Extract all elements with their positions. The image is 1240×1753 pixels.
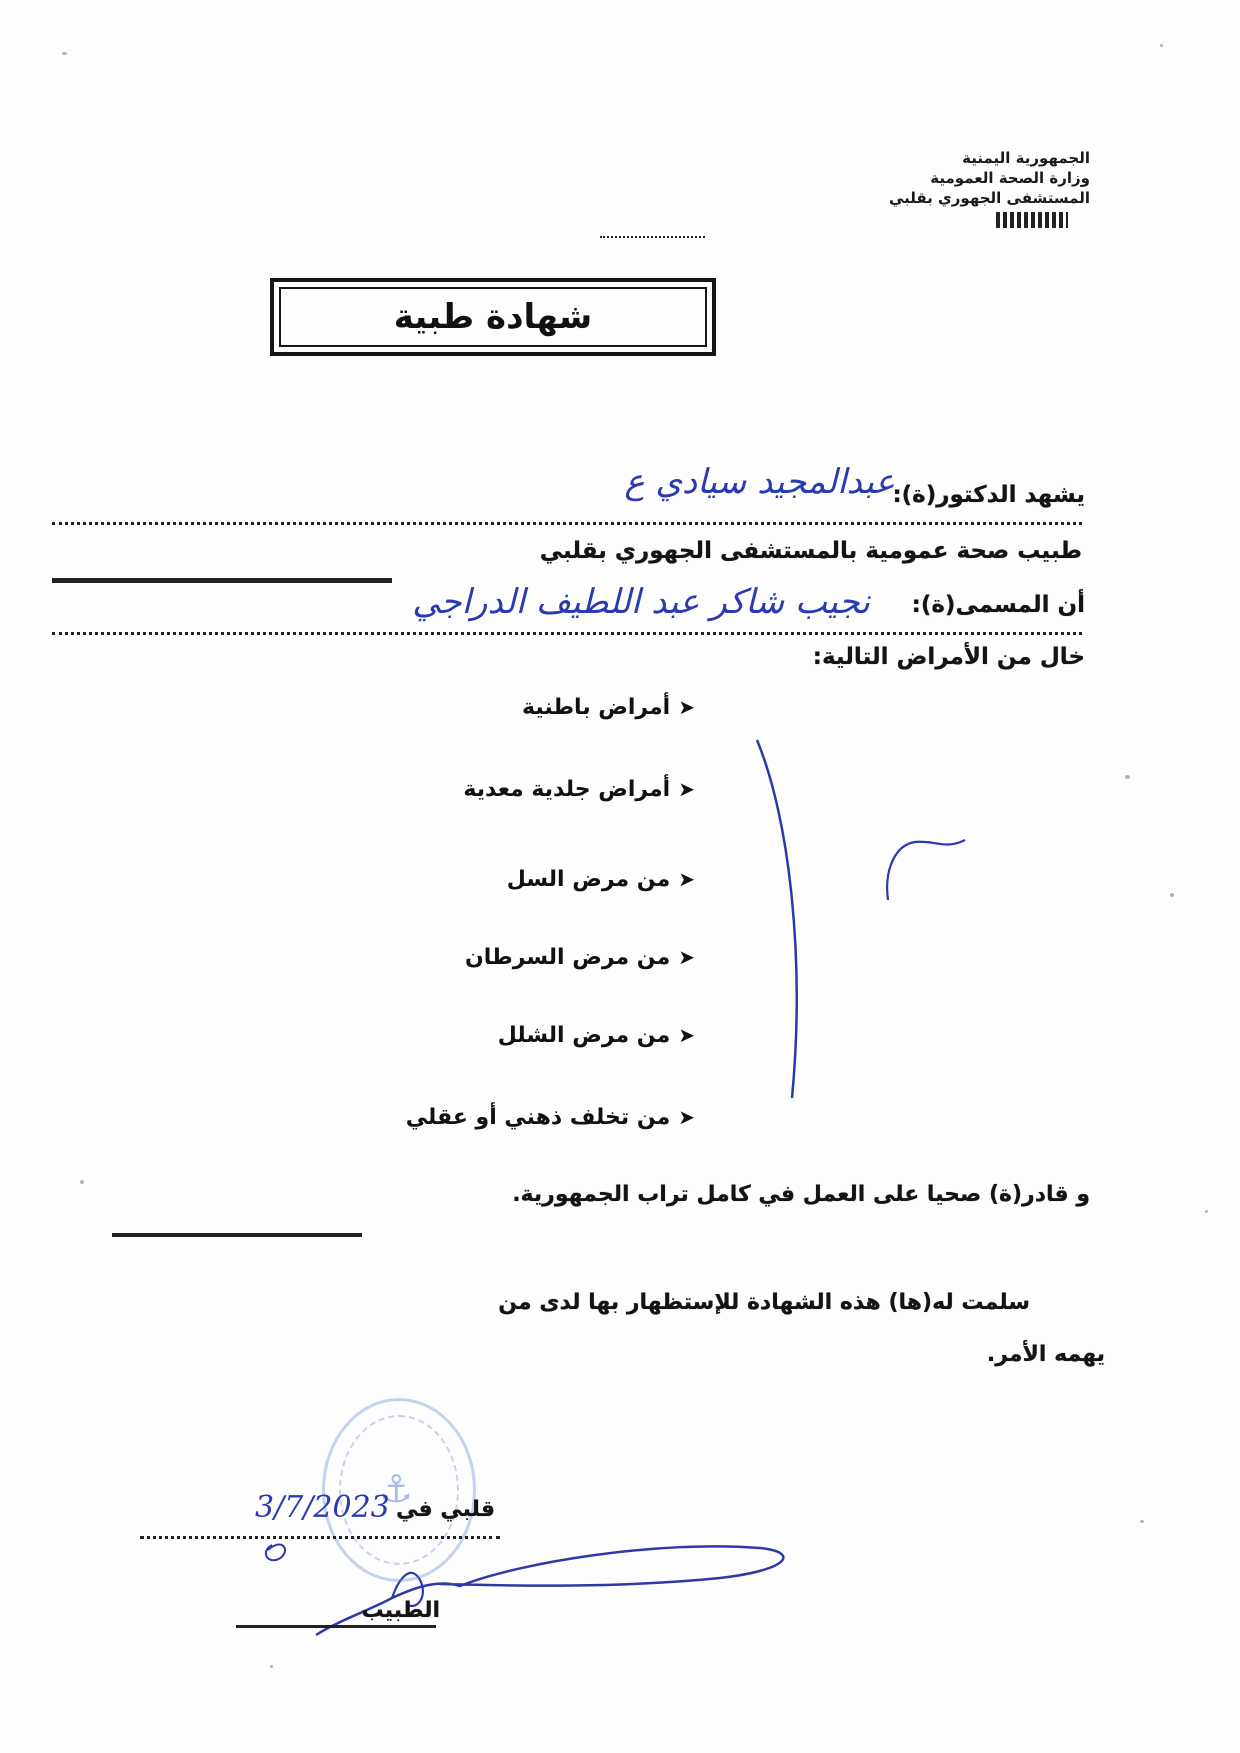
diseases-intro: خال من الأمراض التالية: [812, 644, 1085, 670]
disease-label: من مرض الشلل [497, 1023, 671, 1048]
fitness-statement: و قادر(ة) صحيا على العمل في كامل تراب الجمهورية. [512, 1182, 1090, 1207]
arrow-icon: ➤ [678, 945, 695, 969]
disease-label: أمراض باطنية [522, 695, 671, 720]
date-loop-stroke [266, 1545, 285, 1561]
signature-label: الطبيب [361, 1598, 440, 1623]
arrow-icon: ➤ [678, 695, 695, 719]
issuance-statement: سلمت له(ها) هذه الشهادة للإستظهار بها لدى من [498, 1290, 1030, 1315]
doctor-name-handwritten: عبدالمجيد سيادي ع [624, 462, 895, 502]
header-line-ministry: وزارة الصحة العمومية [930, 169, 1090, 187]
arrow-icon: ➤ [678, 1105, 695, 1129]
header-line-hospital: المستشفى الجهوري بقلبي [888, 189, 1090, 207]
signature-line [236, 1625, 436, 1628]
disease-label: من مرض السرطان [464, 945, 671, 970]
date-handwritten: 3/7/2023 [255, 1490, 390, 1525]
disease-label: من تخلف ذهني أو عقلي [405, 1105, 671, 1130]
arrow-icon: ➤ [678, 867, 695, 891]
disease-label: من مرض السل [506, 867, 671, 892]
anchor-emblem-icon: ⚓ [379, 1467, 414, 1511]
patient-name-handwritten: نجيب شاكر عبد اللطيف الدراجي [412, 582, 870, 622]
fitness-underline [112, 1233, 362, 1237]
margin-bracket-stroke [757, 740, 797, 1098]
arrow-icon: ➤ [678, 1023, 695, 1047]
doctor-label: يشهد الدكتور(ة): [892, 482, 1085, 508]
date-dotted-line [140, 1536, 500, 1539]
doctor-position-line: طبيب صحة عمومية بالمستشفى الجهوري بقلبي [539, 538, 1082, 564]
issuance-statement-end: يهمه الأمر. [986, 1342, 1105, 1367]
patient-label: أن المسمى(ة): [911, 592, 1085, 618]
arrow-icon: ➤ [678, 777, 695, 801]
header-line-country: الجمهورية اليمنية [962, 149, 1090, 167]
disease-label: أمراض جلدية معدية [463, 777, 671, 802]
document-title: شهادة طبية [393, 297, 593, 337]
place-label: قلبي في [396, 1497, 495, 1522]
